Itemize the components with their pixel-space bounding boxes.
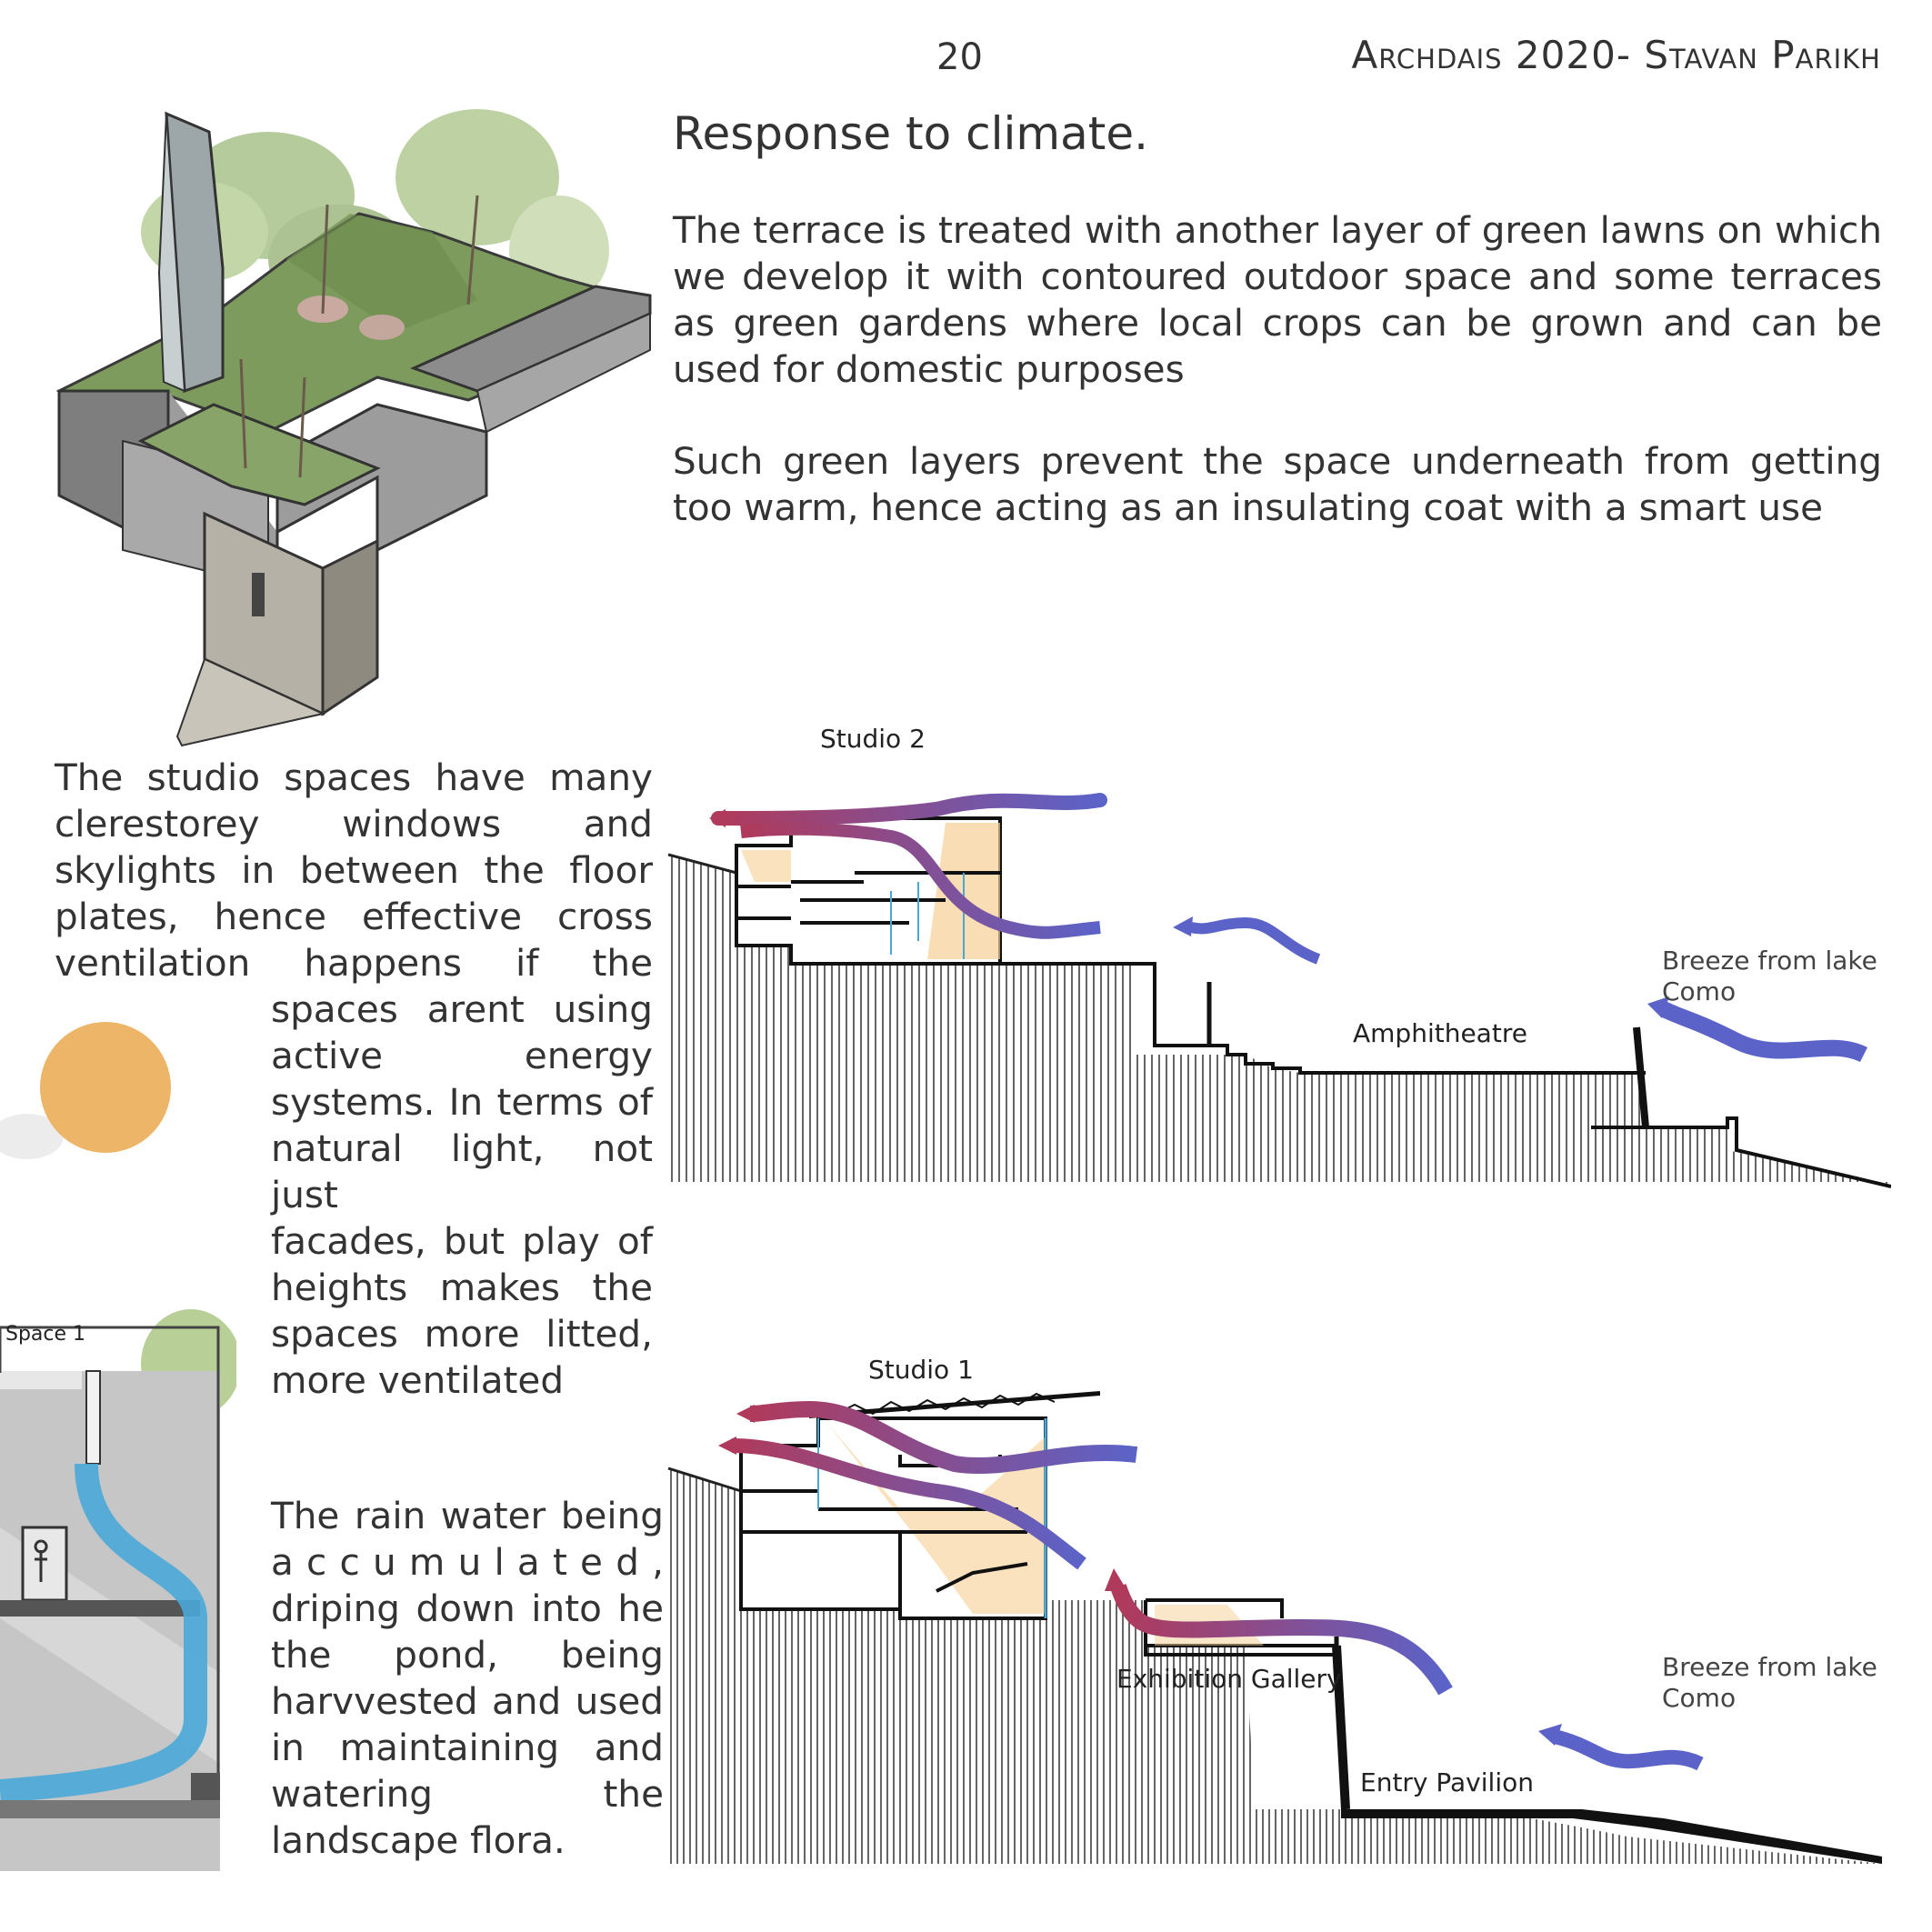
ventilation-line: spaces arent using — [271, 987, 653, 1031]
terrace-paragraph: The terrace is treated with another layer of green lawns on which we develop it with contoured outdoor space and some terraces as green gardens where local crops can be grown and can be used for domestic purposes — [673, 208, 1882, 391]
ventilation-line: skylights in between the floor — [55, 848, 653, 892]
ventilation-line: natural light, not just — [271, 1126, 653, 1216]
breeze-label-top — [1662, 946, 1877, 1007]
breeze-line: Breeze from lake — [1662, 946, 1877, 976]
studio-1-label: Studio 1 — [868, 1355, 974, 1385]
ventilation-line: clerestorey windows and — [55, 802, 653, 846]
rainwater-line: harvvested and used — [271, 1679, 664, 1723]
ventilation-line: systems. In terms of — [271, 1080, 653, 1124]
breeze-line: Como — [1662, 1683, 1737, 1713]
rainwater-line: watering the — [271, 1772, 664, 1816]
studio-2-label: Studio 2 — [820, 724, 926, 754]
ventilation-line: facades, but play of — [271, 1219, 653, 1263]
exhibition-gallery-label: Exhibition Gallery — [1116, 1664, 1342, 1694]
ventilation-line: heights makes the — [271, 1266, 653, 1309]
rainwater-detail — [0, 1291, 236, 1873]
ventilation-line: spaces more litted, — [271, 1312, 653, 1356]
ventilation-line: ventilation happens if the — [55, 941, 653, 985]
ventilation-line: more ventilated — [271, 1358, 565, 1402]
section-studio-1 — [664, 1382, 1891, 1873]
breeze-label-bottom — [1662, 1652, 1877, 1714]
rainwater-line: in maintaining and — [271, 1726, 664, 1769]
insulation-paragraph: Such green layers prevent the space underneath from getting too warm, hence acting as an insulating coat with a smart use — [673, 439, 1882, 529]
breeze-line: Breeze from lake — [1662, 1652, 1877, 1682]
rainwater-paragraph — [271, 1493, 664, 1864]
entry-pavilion-label: Entry Pavilion — [1360, 1767, 1534, 1797]
rainwater-line: landscape flora. — [271, 1818, 566, 1862]
document-header: Archdais 2020- Stavan Parikh — [1351, 33, 1881, 77]
breeze-line: Como — [1662, 976, 1737, 1006]
amphitheatre-label: Amphitheatre — [1353, 1018, 1527, 1048]
ventilation-line: The studio spaces have many — [55, 756, 653, 799]
rainwater-line: driping down into he — [271, 1587, 664, 1630]
ventilation-line: active energy — [271, 1034, 653, 1077]
green-roof-axonometric — [50, 77, 659, 750]
rain-detail-label: Space 1 — [5, 1323, 86, 1346]
rainwater-line: the pond, being — [271, 1633, 664, 1677]
section-title: Response to climate. — [673, 107, 1148, 160]
ventilation-line: plates, hence effective cross — [55, 895, 653, 938]
rainwater-line: The rain water being — [271, 1494, 664, 1537]
page-number: 20 — [936, 36, 983, 78]
sun-icon — [0, 1000, 182, 1182]
rainwater-line: a c c u m u l a t e d , — [271, 1540, 664, 1584]
